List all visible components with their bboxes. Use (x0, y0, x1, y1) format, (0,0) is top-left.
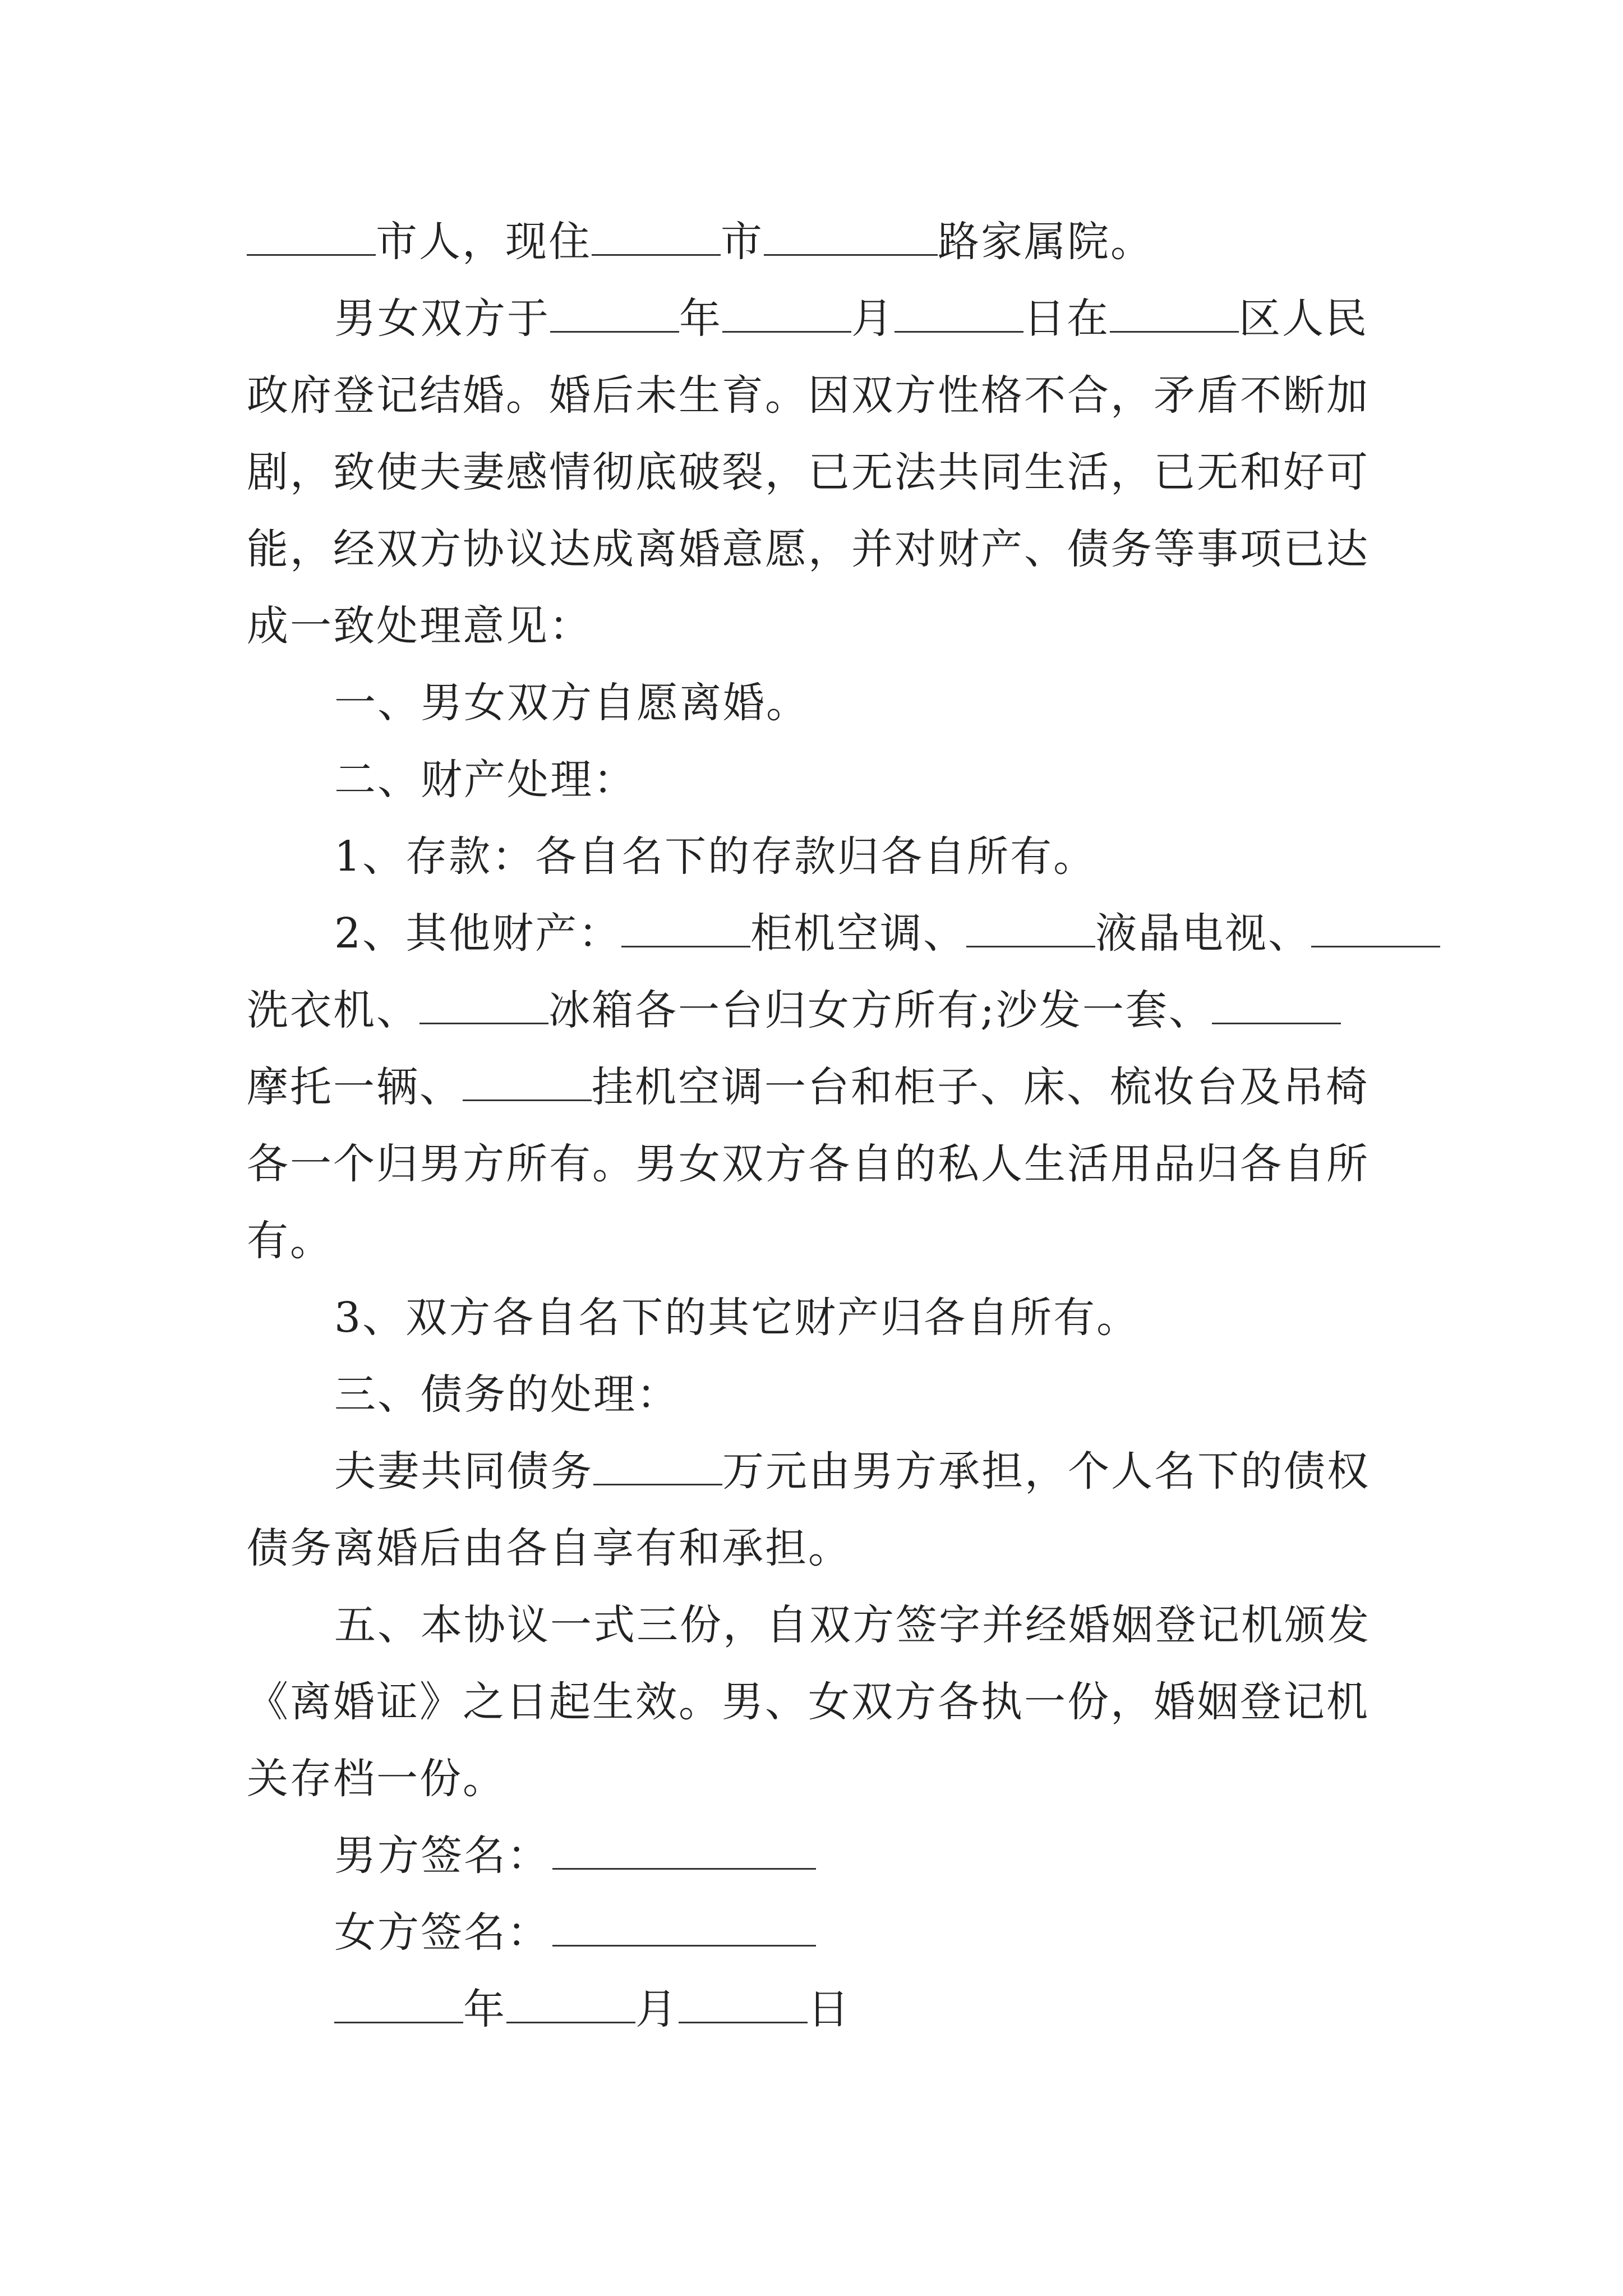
female-signature-line (334, 1904, 1391, 1961)
item-2-line-4: 各一个归男方所有。男女双方各自的私人生活用品归各自所 (247, 1140, 1370, 1188)
item-2-line-5: 有。 (247, 1217, 333, 1265)
blank-field (592, 215, 721, 256)
text-fragment: 男女双方于 (334, 295, 550, 343)
blank-field (764, 215, 938, 256)
blank-field (593, 1444, 722, 1485)
year-label: 年 (463, 1985, 506, 2033)
clause-5-line-3: 关存档一份。 (247, 1755, 506, 1803)
blank-field (966, 907, 1095, 947)
day-field[interactable] (679, 1982, 808, 2023)
blank-field (895, 292, 1023, 333)
debt-line-1 (334, 1443, 1391, 1499)
text-fragment: 万元由男方承担，个人名下的债权 (722, 1447, 1370, 1496)
blank-field (1110, 292, 1239, 333)
text-fragment: 月 (851, 295, 895, 343)
blank-field (722, 292, 851, 333)
text-fragment: 挂机空调一台和柜子、床、梳妆台及吊椅 (592, 1063, 1369, 1111)
blank-field (419, 983, 548, 1024)
blank-field (1311, 907, 1440, 947)
marriage-line-3: 剧，致使夫妻感情彻底破裂，已无法共同生活，已无和好可 (247, 448, 1370, 496)
male-signature-field[interactable] (552, 1829, 816, 1870)
text-fragment: 夫妻共同债务 (334, 1447, 593, 1496)
male-signature-label: 男方签名： (334, 1832, 550, 1880)
day-label: 日 (808, 1985, 851, 2033)
text-fragment: 市人，现住 (376, 218, 592, 266)
blank-field (463, 1060, 592, 1101)
text-fragment: 柜机空调、 (750, 909, 967, 958)
text-fragment: 2、其他财产： (334, 909, 622, 958)
item-3: 3、双方各自名下的其它财产归各自所有。 (334, 1294, 1140, 1342)
clause-5-line-2: 《离婚证》之日起生效。男、女双方各执一份，婚姻登记机 (247, 1678, 1370, 1726)
male-signature-line (334, 1828, 1391, 1884)
marriage-line-4: 能，经双方协议达成离婚意愿，并对财产、债务等事项已达 (247, 525, 1370, 573)
clause-3-heading: 三、债务的处理： (334, 1370, 680, 1419)
item-2-line-2 (247, 982, 1391, 1038)
debt-line-2: 债务离婚后由各自享有和承担。 (247, 1524, 851, 1572)
text-fragment: 市 (721, 218, 764, 266)
text-fragment: 液晶电视、 (1095, 909, 1312, 958)
month-field[interactable] (506, 1982, 635, 2023)
text-fragment: 摩托一辆、 (247, 1063, 463, 1111)
text-fragment: 洗衣机、 (247, 986, 419, 1034)
year-field[interactable] (334, 1982, 463, 2023)
clause-1: 一、男女双方自愿离婚。 (334, 679, 809, 727)
residence-line (247, 214, 1391, 270)
clause-2-heading: 二、财产处理： (334, 756, 637, 804)
date-line (334, 1981, 1391, 2037)
marriage-line-2: 政府登记结婚。婚后未生育。因双方性格不合，矛盾不断加 (247, 371, 1370, 420)
month-label: 月 (635, 1985, 679, 2033)
text-fragment: 路家属院。 (938, 218, 1154, 266)
text-fragment: 区人民 (1239, 295, 1368, 343)
blank-field (247, 215, 376, 256)
text-fragment: 冰箱各一台归女方所有;沙发一套、 (548, 986, 1212, 1034)
item-2-line-3 (247, 1059, 1391, 1115)
item-1: 1、存款：各自名下的存款归各自所有。 (334, 832, 1097, 881)
text-fragment: 日在 (1023, 295, 1110, 343)
female-signature-label: 女方签名： (334, 1908, 550, 1957)
item-2-line-1 (334, 905, 1391, 961)
blank-field (550, 292, 679, 333)
female-signature-field[interactable] (552, 1906, 816, 1947)
marriage-line-5: 成一致处理意见： (247, 602, 592, 650)
marriage-line-1 (334, 291, 1391, 347)
blank-field (1212, 983, 1341, 1024)
blank-field (621, 907, 750, 947)
text-fragment: 年 (679, 295, 722, 343)
clause-5-line-1: 五、本协议一式三份，自双方签字并经婚姻登记机颁发 (334, 1601, 1371, 1649)
